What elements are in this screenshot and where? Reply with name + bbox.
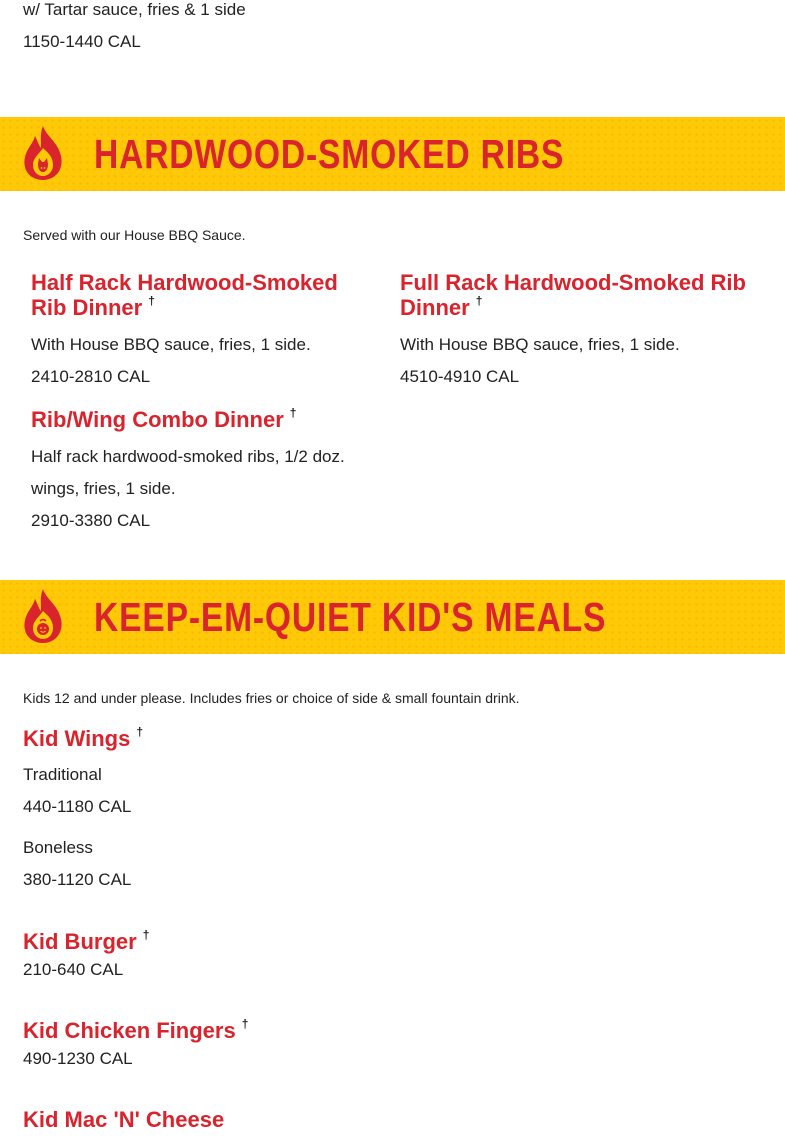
dagger-mark: † — [475, 294, 483, 308]
item-calories: 2910-3380 CAL — [31, 511, 151, 530]
item-title[interactable]: Rib/Wing Combo Dinner — [31, 407, 284, 432]
item-title[interactable] — [400, 270, 780, 324]
menu-item-rib-wing-combo[interactable] — [31, 407, 296, 436]
item-calories: 4510-4910 CAL — [400, 367, 520, 386]
kids-section-title: KEEP-EM-QUIET KID'S MEALS — [94, 594, 607, 640]
item-description-line1: Half rack hardwood-smoked ribs, 1/2 doz. — [31, 447, 345, 466]
kids-section-subtitle: Kids 12 and under please. Includes fries or choice of side & small fountain drink. — [23, 690, 520, 706]
item-description: With House BBQ sauce, fries, 1 side. — [400, 335, 680, 354]
ribs-section-banner — [0, 117, 785, 191]
menu-item-kid-mac[interactable] — [23, 1107, 224, 1132]
flame-pig-icon — [22, 124, 64, 182]
item-title-line1[interactable]: Full Rack Hardwood-Smoked Rib — [400, 270, 746, 295]
ribs-section-title: HARDWOOD-SMOKED RIBS — [94, 131, 565, 177]
item-calories: 440-1180 CAL — [23, 797, 132, 816]
item-calories: 210-640 CAL — [23, 960, 124, 979]
dagger-mark: † — [148, 294, 155, 308]
item-title[interactable]: Kid Mac 'N' Cheese — [23, 1107, 225, 1132]
item-calories: 490-1230 CAL — [23, 1049, 133, 1068]
item-title[interactable]: Kid Wings — [23, 726, 131, 751]
item-calories: 2410-2810 CAL — [31, 367, 151, 386]
item-description-line2: wings, fries, 1 side. — [31, 479, 176, 498]
flame-kid-icon — [22, 587, 64, 645]
menu-item-kid-wings[interactable] — [23, 726, 143, 755]
option-label-traditional: Traditional — [23, 765, 102, 784]
item-calories: 380-1120 CAL — [23, 870, 132, 889]
ribs-section-subtitle: Served with our House BBQ Sauce. — [23, 227, 246, 243]
dagger-mark: † — [289, 406, 297, 420]
kids-section-banner — [0, 580, 785, 654]
option-label-boneless: Boneless — [23, 838, 93, 857]
item-title-line2[interactable]: Dinner — [400, 295, 470, 320]
menu-item-full-rack[interactable] — [400, 270, 780, 324]
item-description: w/ Tartar sauce, fries & 1 side — [23, 0, 246, 19]
item-title-line2[interactable]: Rib Dinner — [31, 295, 143, 320]
dagger-mark: † — [142, 928, 150, 942]
dagger-mark: † — [136, 725, 144, 739]
item-title[interactable]: Kid Chicken Fingers — [23, 1018, 236, 1043]
item-description: With House BBQ sauce, fries, 1 side. — [31, 335, 311, 354]
dagger-mark: † — [241, 1017, 249, 1031]
item-title[interactable] — [31, 270, 381, 324]
item-title-line1[interactable]: Half Rack Hardwood-Smoked — [31, 270, 338, 295]
menu-item-half-rack[interactable] — [31, 270, 381, 324]
item-title[interactable]: Kid Burger — [23, 929, 137, 954]
item-calories: 1150-1440 CAL — [23, 32, 141, 51]
